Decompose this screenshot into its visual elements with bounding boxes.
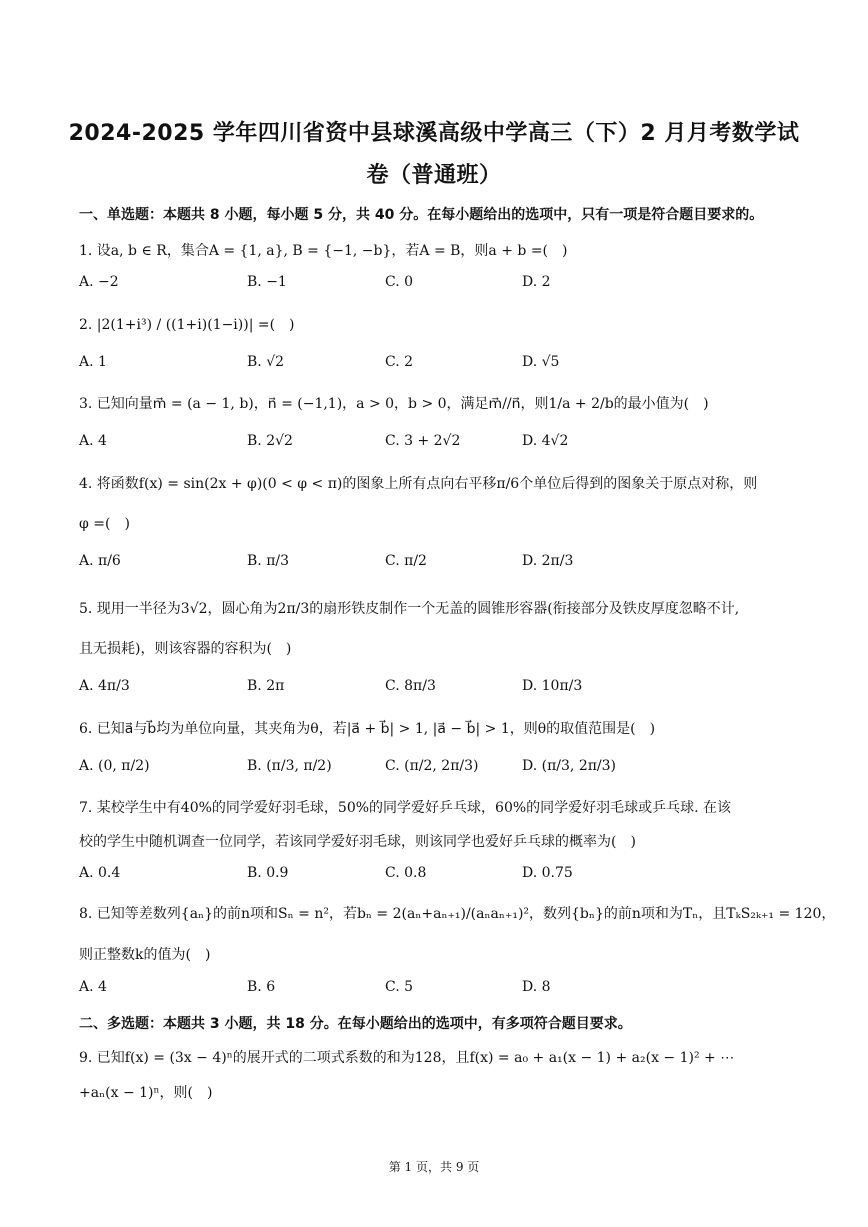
option-a: A. 0.4 (79, 865, 121, 881)
question-6-options (79, 758, 799, 782)
section-single-choice: 一、单选题：本题共 8 小题，每小题 5 分，共 40 分。在每小题给出的选项中，只有一项是符合题目要求的。 (79, 207, 764, 223)
question-2-options (79, 354, 799, 378)
option-a: A. π/6 (79, 553, 121, 569)
option-d: D. (π/3, 2π/3) (522, 758, 617, 774)
option-a: A. 1 (79, 354, 107, 370)
option-a: A. 4π/3 (79, 678, 130, 694)
option-b: B. (π/3, π/2) (247, 758, 332, 774)
question-3-options (79, 433, 799, 457)
question-8-stem-line1: 8. 已知等差数列{aₙ}的前n项和Sₙ = n²，若bₙ = 2(aₙ+aₙ₊₁)/(aₙaₙ₊₁)²，数列{bₙ}的前n项和为Tₙ，且TₖS₂ₖ₊₁ = 120， (79, 906, 836, 922)
option-c: C. 0 (385, 274, 414, 290)
option-b: B. 2π (247, 678, 285, 694)
option-d: D. √5 (522, 354, 560, 370)
page-footer: 第 1 页，共 9 页 (388, 1160, 480, 1174)
question-4-stem-line1: 4. 将函数f(x) = sin(2x + φ)(0 < φ < π)的图象上所有点向右平移π/6个单位后得到的图象关于原点对称，则 (79, 476, 758, 492)
question-7-options (79, 865, 799, 889)
question-1-options (79, 274, 799, 298)
question-5-stem-line1: 5. 现用一半径为3√2，圆心角为2π/3的扇形铁皮制作一个无盖的圆锥形容器(衔接部分及铁皮厚度忽略不计, (79, 601, 740, 617)
option-b: B. −1 (247, 274, 287, 290)
option-c: C. π/2 (385, 553, 427, 569)
question-5-options (79, 678, 799, 702)
option-a: A. 4 (79, 979, 107, 995)
question-4-options (79, 553, 799, 577)
option-c: C. 5 (385, 979, 414, 995)
question-1-stem: 1. 设a, b ∈ R，集合A = {1, a}, B = {−1, −b}，若A = B，则a + b =( ) (79, 243, 568, 259)
option-d: D. 8 (522, 979, 551, 995)
question-3-stem: 3. 已知向量m⃗ = (a − 1, b)，n⃗ = (−1,1)，a > 0，b > 0，满足m⃗//n⃗，则1/a + 2/b的最小值为( ) (79, 396, 709, 412)
option-c: C. 8π/3 (385, 678, 436, 694)
option-a: A. −2 (79, 274, 119, 290)
question-9-stem-line1: 9. 已知f(x) = (3x − 4)ⁿ的展开式的二项式系数的和为128，且f(x) = a₀ + a₁(x − 1) + a₂(x − 1)² + ⋯ (79, 1050, 735, 1066)
option-b: B. π/3 (247, 553, 290, 569)
option-a: A. 4 (79, 433, 107, 449)
option-c: C. 0.8 (385, 865, 427, 881)
question-8-stem-line2: 则正整数k的值为( ) (79, 947, 211, 963)
exam-title-line1: 2024-2025 学年四川省资中县球溪高级中学高三（下）2 月月考数学试 (68, 121, 800, 146)
option-d: D. 4√2 (522, 433, 569, 449)
option-d: D. 10π/3 (522, 678, 583, 694)
option-d: D. 2π/3 (522, 553, 574, 569)
option-c: C. 2 (385, 354, 414, 370)
option-d: D. 0.75 (522, 865, 573, 881)
option-d: D. 2 (522, 274, 551, 290)
section-multiple-choice: 二、多选题：本题共 3 小题，共 18 分。在每小题给出的选项中，有多项符合题目要求。 (79, 1016, 632, 1032)
question-6-stem: 6. 已知a⃗与b⃗均为单位向量，其夹角为θ，若|a⃗ + b⃗| > 1, |a⃗ − b⃗| > 1，则θ的取值范围是( ) (79, 721, 656, 737)
option-a: A. (0, π/2) (79, 758, 150, 774)
question-9-stem-line2: +aₙ(x − 1)ⁿ，则( ) (79, 1085, 213, 1101)
option-c: C. 3 + 2√2 (385, 433, 461, 449)
option-b: B. 0.9 (247, 865, 289, 881)
option-b: B. 2√2 (247, 433, 293, 449)
question-7-stem-line1: 7. 某校学生中有40%的同学爱好羽毛球，50%的同学爱好乒乓球，60%的同学爱好羽毛球或乒乓球. 在该 (79, 800, 732, 816)
option-c: C. (π/2, 2π/3) (385, 758, 479, 774)
question-4-stem-line2: φ =( ) (79, 516, 130, 532)
option-b: B. 6 (247, 979, 276, 995)
question-8-options (79, 979, 799, 1003)
question-2-stem: 2. |2(1+i³) / ((1+i)(1−i))| =( ) (79, 317, 295, 333)
question-5-stem-line2: 且无损耗)，则该容器的容积为( ) (79, 641, 292, 657)
question-7-stem-line2: 校的学生中随机调查一位同学，若该同学爱好羽毛球，则该同学也爱好乒乓球的概率为( ) (79, 834, 636, 850)
option-b: B. √2 (247, 354, 285, 370)
exam-title-line2: 卷（普通班） (366, 163, 502, 188)
